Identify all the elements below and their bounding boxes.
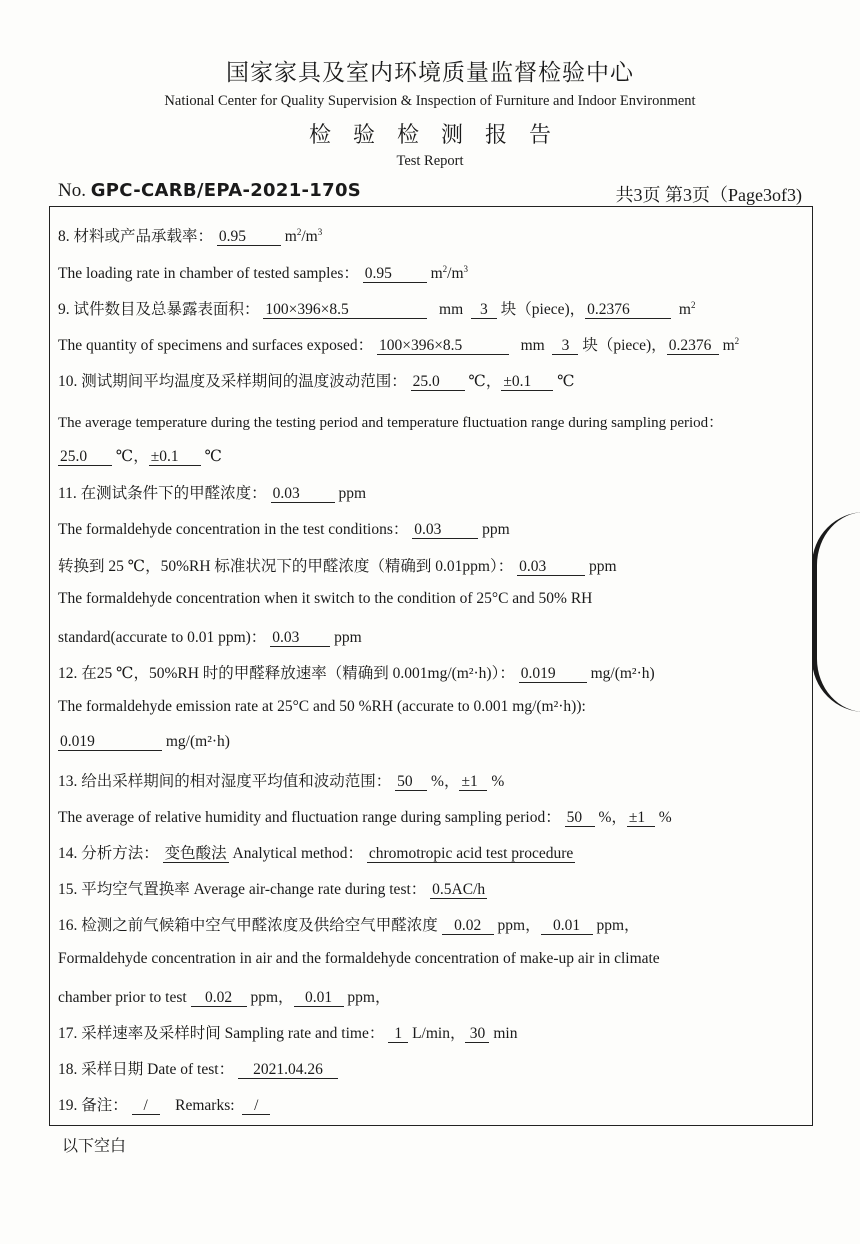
- label: The formaldehyde concentration in the test conditions：: [58, 521, 409, 538]
- humidity-range: ±1: [627, 809, 655, 827]
- label: 转换到 25 ℃，50%RH 标准状况下的甲醛浓度（精确到 0.01ppm）：: [58, 558, 514, 575]
- humidity-average: 50: [565, 809, 595, 827]
- unit: ppm: [596, 917, 625, 934]
- blank-below-note: 以下空白: [62, 1136, 127, 1155]
- label: chamber prior to test: [58, 989, 187, 1006]
- item-8-cn: 8. 材料或产品承载率： 0.95 $m^2/m^3$: [58, 227, 323, 245]
- remarks-en-value: /: [242, 1097, 270, 1115]
- unit: ppm: [250, 989, 279, 1006]
- item-10-en: The average temperature during the testing period and temperature fluctuation range during sampling period：: [58, 415, 724, 431]
- unit: %: [491, 773, 505, 790]
- item-19: [58, 1093, 270, 1115]
- unit: m: [451, 265, 464, 282]
- unit: ℃: [468, 373, 486, 390]
- label: 11. 在测试条件下的甲醛浓度：: [58, 485, 267, 502]
- org-name-cn: 国家家具及室内环境质量监督检验中心: [226, 60, 634, 86]
- unit: min: [493, 1025, 518, 1042]
- page-info: 共3页 第3页（Page3of3): [615, 185, 802, 205]
- item-11-en: [58, 517, 510, 539]
- label: 15. 平均空气置换率 Average air-change rate during test：: [58, 881, 427, 898]
- temperature-range: ±0.1: [501, 373, 553, 391]
- item-9-cn: 9. 试件数目及总暴露表面积： 100×396×8.5 mm 3 块（piece)， 0.2376 $m^2$: [58, 300, 696, 318]
- item-17: [58, 1021, 517, 1043]
- item-14: [58, 841, 575, 863]
- label: 9. 试件数目及总暴露表面积：: [58, 301, 260, 318]
- report-title-en: Test Report: [396, 153, 464, 169]
- unit: 块（piece)，: [582, 337, 667, 354]
- standard-concentration: 0.03: [517, 558, 585, 576]
- item-18: [58, 1057, 338, 1079]
- unit: m: [284, 228, 297, 245]
- unit: m: [430, 265, 443, 282]
- item-10-cn: 10. 测试期间平均温度及采样期间的温度波动范围： 25.0 ℃， ±0.1 ℃: [58, 373, 575, 390]
- item-12-cn: [58, 661, 655, 683]
- chamber-concentration: 0.02: [191, 989, 247, 1007]
- unit: mg/(m²·h): [165, 733, 230, 750]
- unit: m: [305, 228, 318, 245]
- org-name-en: National Center for Quality Supervision & Inspection of Furniture and Indoor Environment: [164, 93, 696, 109]
- label: 13. 给出采样期间的相对湿度平均值和波动范围：: [58, 773, 392, 790]
- unit: ℃: [115, 448, 134, 465]
- label: 10. 测试期间平均温度及采样期间的温度波动范围：: [58, 373, 407, 390]
- test-date: 2021.04.26: [238, 1061, 338, 1079]
- unit: m: [722, 337, 735, 354]
- specimen-size: 100×396×8.5: [377, 337, 509, 355]
- exposed-area: 0.2376: [667, 337, 719, 355]
- formaldehyde-concentration: 0.03: [271, 485, 335, 503]
- humidity-average: 50: [395, 773, 427, 791]
- item-11b-cn: [58, 554, 617, 576]
- unit: %: [658, 809, 672, 826]
- label: 16. 检测之前气候箱中空气甲醛浓度及供给空气甲醛浓度: [58, 917, 438, 934]
- loading-rate-value: 0.95: [217, 228, 281, 246]
- report-title-cn: 检验检测报告: [308, 123, 573, 148]
- avg-temperature: 25.0: [411, 373, 465, 391]
- unit: mm: [520, 337, 545, 354]
- label: 17. 采样速率及采样时间 Sampling rate and time：: [58, 1025, 385, 1042]
- unit: ppm: [338, 485, 366, 502]
- label: Remarks:: [175, 1097, 235, 1114]
- standard-concentration: 0.03: [270, 629, 330, 647]
- unit: %: [431, 773, 444, 790]
- label: 14. 分析方法：: [58, 845, 159, 862]
- unit: ppm: [497, 917, 526, 934]
- item-8-en: The loading rate in chamber of tested samples： 0.95 $m^2/m^3$: [58, 264, 469, 282]
- unit: 块（piece)，: [500, 301, 586, 318]
- emission-rate: 0.019: [519, 665, 587, 683]
- label: The average of relative humidity and fluctuation range during sampling period：: [58, 809, 561, 826]
- makeup-air-concentration: 0.01: [294, 989, 344, 1007]
- label: The loading rate in chamber of tested samples：: [58, 265, 359, 282]
- item-11b-en-1: The formaldehyde concentration when it switch to the condition of 25°C and 50% RH: [58, 590, 593, 607]
- avg-temperature: 25.0: [58, 448, 112, 466]
- emission-rate: 0.019: [58, 733, 162, 751]
- unit: ppm: [588, 558, 617, 575]
- unit: ppm: [334, 629, 362, 646]
- label: standard(accurate to 0.01 ppm)：: [58, 629, 267, 646]
- unit: ℃: [204, 448, 222, 465]
- sampling-rate: 1: [388, 1025, 408, 1043]
- report-number-value: GPC-CARB/EPA-2021-170S: [90, 180, 362, 201]
- label: 12. 在25 ℃，50%RH 时的甲醛释放速率（精确到 0.001mg/(m²·h)）：: [58, 665, 515, 682]
- item-11b-en-2: [58, 625, 362, 647]
- specimen-count: 3: [552, 337, 578, 355]
- item-16-en-2: chamber prior to test 0.02 ppm， 0.01 ppm，: [58, 989, 391, 1006]
- loading-rate-value: 0.95: [363, 265, 427, 283]
- air-change-rate: 0.5AC/h: [432, 881, 486, 898]
- item-15: [58, 877, 487, 899]
- item-16-en-1: Formaldehyde concentration in air and the formaldehyde concentration of make-up air in climate: [58, 950, 660, 967]
- report-number-label: No.: [58, 180, 86, 201]
- unit: ppm: [482, 521, 510, 538]
- report-number: [58, 180, 361, 202]
- humidity-range: ±1: [459, 773, 487, 791]
- item-12-en: The formaldehyde emission rate at 25°C and 50 %RH (accurate to 0.001 mg/(m²·h)):: [58, 698, 586, 715]
- unit: m: [678, 301, 691, 318]
- analytical-method-cn: 变色酸法: [164, 845, 227, 862]
- formaldehyde-concentration: 0.03: [412, 521, 478, 539]
- remarks-cn-value: /: [132, 1097, 160, 1115]
- label: 18. 采样日期 Date of test：: [58, 1061, 235, 1078]
- seal-stamp: [812, 512, 860, 712]
- label: The quantity of specimens and surfaces exposed：: [58, 337, 374, 354]
- label: 19. 备注：: [58, 1097, 128, 1114]
- unit: L/min，: [412, 1025, 466, 1042]
- label: 8. 材料或产品承载率：: [58, 228, 214, 245]
- label: Analytical method：: [232, 845, 363, 862]
- unit: ppm: [347, 989, 375, 1006]
- chamber-concentration: 0.02: [442, 917, 494, 935]
- specimen-size: 100×396×8.5: [263, 301, 427, 319]
- makeup-air-concentration: 0.01: [541, 917, 593, 935]
- item-12-en-value: [58, 733, 230, 751]
- unit: mg/(m²·h): [590, 665, 655, 682]
- unit: mm: [439, 301, 464, 318]
- exposed-area: 0.2376: [585, 301, 671, 319]
- item-9-en: The quantity of specimens and surfaces exposed： 100×396×8.5 mm 3 块（piece)， 0.2376 $m^2$: [58, 336, 740, 354]
- item-16-cn: 16. 检测之前气候箱中空气甲醛浓度及供给空气甲醛浓度 0.02 ppm， 0.01 ppm，: [58, 917, 640, 934]
- analytical-method-en: chromotropic acid test procedure: [368, 845, 574, 862]
- item-13-cn: 13. 给出采样期间的相对湿度平均值和波动范围： 50 %， ±1 %: [58, 773, 505, 790]
- sampling-time: 30: [465, 1025, 489, 1043]
- item-11-cn: [58, 481, 366, 503]
- item-10-en-values: 25.0 ℃， ±0.1 ℃: [60, 448, 222, 465]
- unit: %: [598, 809, 612, 826]
- unit: ℃: [557, 373, 575, 390]
- temperature-range: ±0.1: [149, 448, 201, 466]
- item-13-en: The average of relative humidity and fluctuation range during sampling period： 50 %， ±1 %: [58, 809, 672, 826]
- specimen-count: 3: [471, 301, 497, 319]
